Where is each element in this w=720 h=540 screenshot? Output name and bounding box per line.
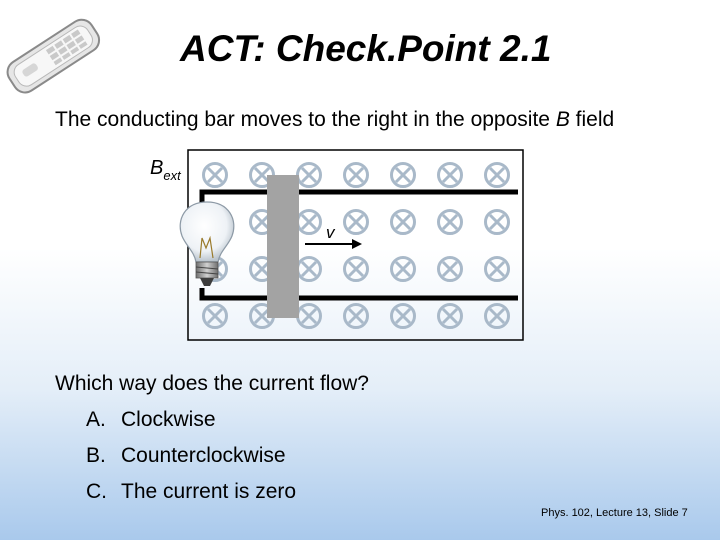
question-text: Which way does the current flow? bbox=[55, 372, 369, 395]
field-into-page-icon bbox=[345, 211, 368, 234]
choice-text: Counterclockwise bbox=[121, 444, 286, 467]
choice-letter: A. bbox=[86, 408, 106, 431]
field-into-page-icon bbox=[298, 258, 321, 281]
field-into-page-icon bbox=[204, 164, 227, 187]
field-into-page-icon bbox=[486, 164, 509, 187]
choice-a[interactable] bbox=[86, 408, 296, 444]
field-into-page-icon bbox=[392, 164, 415, 187]
field-into-page-icon bbox=[439, 164, 462, 187]
field-into-page-icon bbox=[439, 258, 462, 281]
statement-text-end: field bbox=[569, 108, 615, 131]
choice-text: Clockwise bbox=[121, 408, 216, 431]
slide-footer: Phys. 102, Lecture 13, Slide 7 bbox=[541, 507, 688, 519]
field-into-page-icon bbox=[345, 164, 368, 187]
statement-field-symbol: B bbox=[555, 108, 570, 131]
field-into-page-icon bbox=[486, 211, 509, 234]
field-label-subscript: ext bbox=[163, 168, 181, 183]
velocity-label: v bbox=[326, 223, 335, 242]
choice-text: The current is zero bbox=[121, 480, 297, 503]
field-label bbox=[150, 157, 182, 183]
field-into-page-icon bbox=[439, 211, 462, 234]
field-into-page-icon bbox=[298, 211, 321, 234]
choice-letter: C. bbox=[86, 480, 107, 503]
choice-b[interactable] bbox=[86, 444, 296, 480]
problem-statement bbox=[55, 108, 614, 132]
slide-title: ACT: Check.Point 2.1 bbox=[180, 28, 552, 69]
clicker-remote-image bbox=[0, 10, 110, 100]
field-into-page-icon bbox=[345, 258, 368, 281]
field-into-page-icon bbox=[392, 211, 415, 234]
circuit-diagram bbox=[130, 140, 530, 345]
field-into-page-icon bbox=[298, 305, 321, 328]
field-into-page-icon bbox=[439, 305, 462, 328]
choice-letter: B. bbox=[86, 444, 106, 467]
top-rail bbox=[202, 192, 518, 210]
field-into-page-icon bbox=[298, 164, 321, 187]
bottom-rail bbox=[202, 288, 518, 298]
field-into-page-icon bbox=[392, 305, 415, 328]
answer-choices bbox=[86, 408, 296, 516]
statement-text: The conducting bar moves to the right in the opposite bbox=[55, 108, 556, 131]
field-into-page-icon bbox=[486, 305, 509, 328]
field-into-page-icon bbox=[486, 258, 509, 281]
field-into-page-icon bbox=[345, 305, 368, 328]
choice-c[interactable] bbox=[86, 480, 296, 516]
field-label-symbol: B bbox=[150, 157, 164, 179]
velocity-arrowhead bbox=[352, 239, 362, 249]
field-into-page-icon bbox=[392, 258, 415, 281]
conducting-bar bbox=[267, 175, 299, 318]
field-into-page-icon bbox=[204, 305, 227, 328]
